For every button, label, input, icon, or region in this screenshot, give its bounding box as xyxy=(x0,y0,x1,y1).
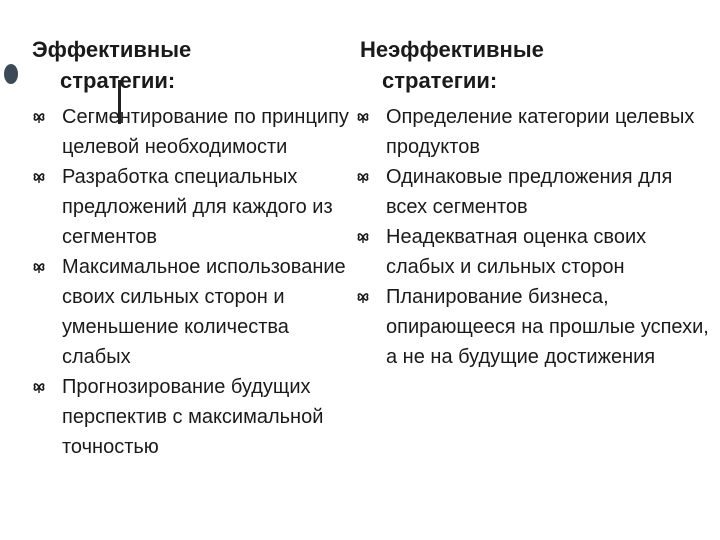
list-item xyxy=(354,162,714,222)
clover-bullet-icon xyxy=(356,230,370,244)
effective-strategies-list xyxy=(32,102,350,462)
effective-strategies-column xyxy=(32,34,350,462)
list-item-text: Разработка специальных предложений для каждого из сегментов xyxy=(62,166,333,248)
list-item-text: Неадекватная оценка своих слабых и сильных сторон xyxy=(386,226,647,278)
clover-bullet-icon xyxy=(32,110,46,124)
ineffective-strategies-title xyxy=(354,34,714,96)
ineffective-strategies-column xyxy=(354,34,714,372)
title-line-1: Неэффективные xyxy=(360,37,544,62)
clover-bullet-icon xyxy=(356,110,370,124)
title-line-2: стратегии: xyxy=(382,68,498,93)
clover-bullet-icon xyxy=(32,260,46,274)
list-item xyxy=(32,252,350,372)
clover-bullet-icon xyxy=(32,380,46,394)
clover-bullet-icon xyxy=(356,290,370,304)
round-bullet-icon xyxy=(4,64,18,84)
list-item-text: Одинаковые предложения для всех сегментов xyxy=(386,166,673,218)
list-item xyxy=(32,102,350,162)
list-item-text: Максимальное использование своих сильных сторон и уменьшение количества слабых xyxy=(62,256,346,368)
list-item xyxy=(354,282,714,372)
clover-bullet-icon xyxy=(32,170,46,184)
title-line-2: стратегии: xyxy=(60,68,176,93)
list-item xyxy=(354,222,714,282)
list-item-text: Планирование бизнеса, опирающееся на прошлые успехи, а не на будущие достижения xyxy=(386,286,709,368)
list-item-text: Определение категории целевых продуктов xyxy=(386,106,695,158)
list-item xyxy=(32,372,350,462)
effective-strategies-title xyxy=(32,34,350,96)
ineffective-strategies-list xyxy=(354,102,714,372)
list-item-text: Сегментирование по принципу целевой необходимости xyxy=(62,106,349,158)
list-item-text: Прогнозирование будущих перспектив с максимальной точностью xyxy=(62,376,324,458)
list-item xyxy=(32,162,350,252)
list-item xyxy=(354,102,714,162)
clover-bullet-icon xyxy=(356,170,370,184)
title-line-1: Эффективные xyxy=(32,37,192,62)
